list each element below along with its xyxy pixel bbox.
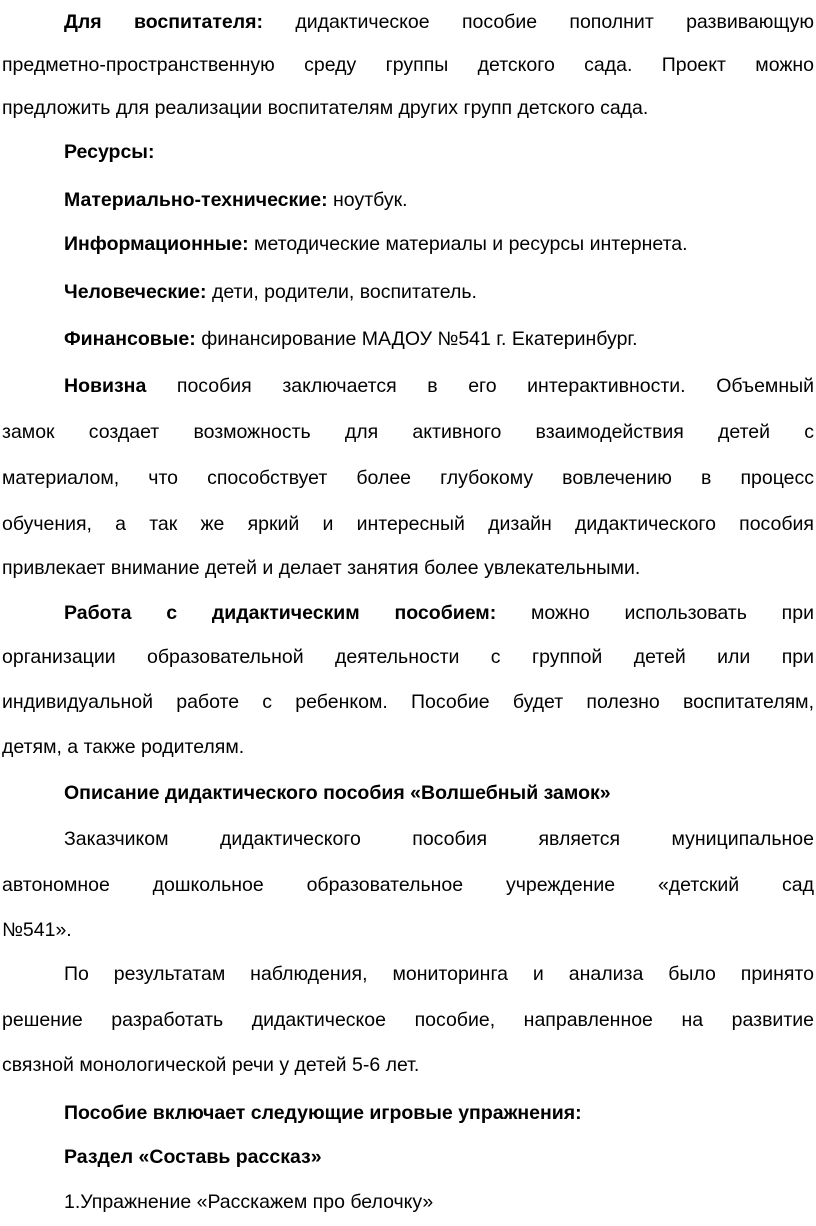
resources-title — [64, 140, 814, 164]
results-line-3: связной монологической речи у детей 5-6 лет. — [2, 1054, 420, 1076]
resource-material-text: ноутбук. — [327, 189, 408, 211]
resource-info-text: методические материалы и ресурсы интернета. — [248, 233, 688, 255]
work-line-1 — [64, 601, 814, 625]
work-text: можно использовать при — [496, 602, 814, 624]
paragraph-educator-line-3: предложить для реализации воспитателям других групп детского сада. — [2, 97, 649, 119]
work-line-2: организации образовательной деятельности с группой детей или при — [2, 646, 814, 668]
resource-finance-text: финансирование МАДОУ №541 г. Екатеринбург. — [195, 328, 638, 350]
work-label: Работа с дидактическим пособием: — [64, 602, 497, 624]
novelty-line-4: обучения, а так же яркий и интересный дизайн дидактического пособия — [2, 513, 814, 535]
resource-finance — [64, 327, 814, 351]
paragraph-educator-line-2: предметно-пространственную среду группы детского сада. Проект можно — [2, 54, 814, 76]
resource-material — [64, 188, 814, 212]
results-line-2: решение разработать дидактическое пособие, направленное на развитие — [2, 1009, 814, 1031]
educator-text: дидактическое пособие пополнит развивающую — [263, 11, 814, 33]
work-line-3: индивидуальной работе с ребенком. Пособие будет полезно воспитателям, — [2, 691, 814, 713]
resources-title-text: Ресурсы: — [64, 141, 155, 163]
novelty-text: пособия заключается в его интерактивности. Объемный — [146, 375, 814, 397]
resource-human — [64, 280, 814, 304]
results-line-1: По результатам наблюдения, мониторинга и анализа было принято — [64, 963, 814, 985]
exercises-title-text: Пособие включает следующие игровые упражнения: — [64, 1102, 582, 1124]
resource-info-label: Информационные: — [64, 233, 249, 255]
resource-finance-label: Финансовые: — [64, 328, 196, 350]
resource-human-text: дети, родители, воспитатель. — [206, 281, 477, 303]
description-title-text: Описание дидактического пособия «Волшебный замок» — [64, 782, 611, 804]
customer-line-2: автономное дошкольное образовательное учреждение «детский сад — [2, 874, 814, 896]
novelty-label: Новизна — [64, 375, 147, 397]
customer-line-1: Заказчиком дидактического пособия является муниципальное — [64, 828, 814, 850]
novelty-line-3: материалом, что способствует более глубокому вовлечению в процесс — [2, 467, 814, 489]
exercises-title — [64, 1101, 814, 1125]
exercise-item-1: 1.Упражнение «Расскажем про белочку» — [64, 1191, 434, 1213]
novelty-line-5: привлекает внимание детей и делает занятия более увлекательными. — [2, 557, 641, 579]
section-title — [64, 1145, 814, 1169]
description-title — [64, 781, 814, 805]
resource-human-label: Человеческие: — [64, 281, 207, 303]
paragraph-educator-line-1 — [64, 10, 814, 34]
novelty-line-1 — [64, 374, 814, 398]
educator-label: Для воспитателя: — [64, 11, 264, 33]
work-line-4: детям, а также родителям. — [2, 736, 245, 758]
section-title-text: Раздел «Составь рассказ» — [64, 1146, 322, 1168]
novelty-line-2: замок создает возможность для активного взаимодействия детей с — [2, 421, 814, 443]
customer-line-3: №541». — [2, 919, 72, 941]
resource-material-label: Материально-технические: — [64, 189, 328, 211]
resource-info — [64, 232, 814, 256]
